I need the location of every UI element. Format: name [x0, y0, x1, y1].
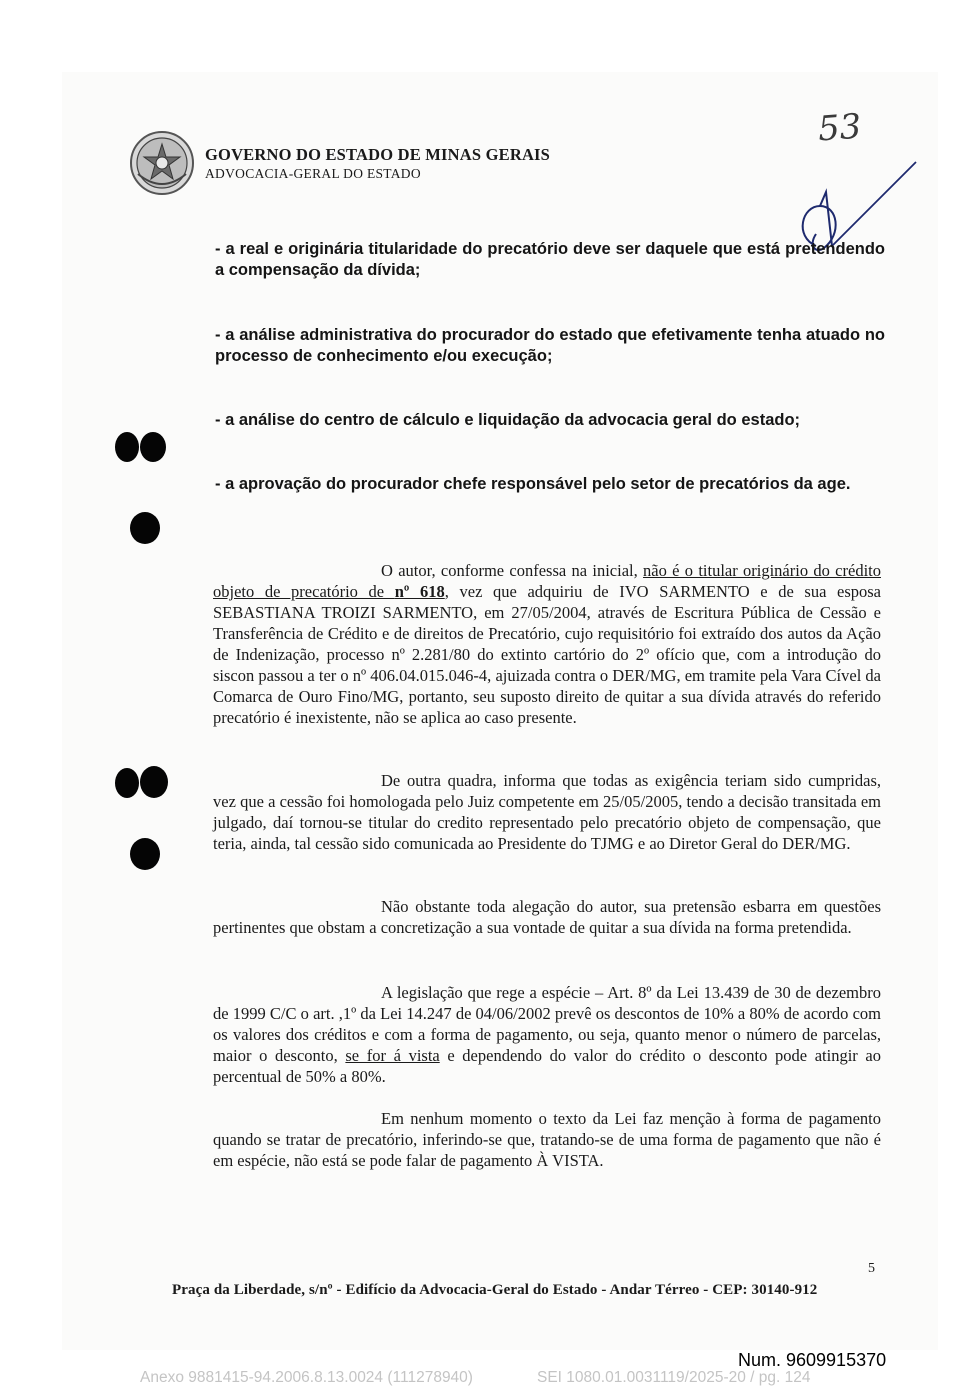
paragraph-author-not-original-holder [213, 560, 881, 728]
binder-hole-mark [115, 768, 139, 798]
header-agency-name: ADVOCACIA-GERAL DO ESTADO [205, 166, 421, 181]
requirement-bullet: - a real e originária titularidade do precatório deve ser daquele que está pretendendo a compensação da dívida; [215, 240, 885, 279]
requirement-bullet: - a análise administrativa do procurador do estado que efetivamente tenha atuado no processo de conhecimento e/ou execução; [215, 326, 885, 365]
paragraph-legislation [213, 982, 881, 1087]
state-coat-of-arms-seal [128, 130, 196, 196]
page-number: 5 [868, 1261, 875, 1276]
handwritten-folio-number: 53 [816, 106, 863, 150]
document-number: Num. 9609915370 [738, 1350, 887, 1370]
paragraph-rest-text: , vez que adquiriu de IVO SARMENTO e de sua esposa SEBASTIANA TROIZI SARMENTO, em 27/05/2004, através de Escritura Pública de Cessão e Transferência de Crédito e de direitos de Precatório, cujo requisitório foi extraído dos autos da Ação de Indenização, processo nº 2.281/80 do extinto cartório do 2º ofício que, com a introdução do siscon passou a ter o nº 406.04.015.046-4, ajuizada contra o DER/MG, em tramite pela Vara Cível da Comarca de Ouro Fino/MG, portanto, seu suposto direito de quitar a sua dívida através do referido precatório é inexistente, não se aplica ao caso presente. [213, 582, 881, 727]
requirement-bullet: - a aprovação do procurador chefe responsável pelo setor de precatórios da age. [215, 475, 851, 493]
paragraph-text-after: e dependendo do valor do crédito o desconto pode atingir ao percentual de 50% a 80%. [213, 1046, 881, 1086]
underlined-phrase: se for á vista [345, 1046, 440, 1065]
precatorio-number: nº 618 [394, 582, 445, 601]
header-government-name: GOVERNO DO ESTADO DE MINAS GERAIS [205, 145, 551, 164]
paragraph-text: Não obstante toda alegação do autor, sua pretensão esbarra em questões pertinentes que obstam a concretização a sua vontade de quitar a sua dívida na forma pretendida. [213, 897, 881, 937]
paragraph-notwithstanding [213, 896, 881, 938]
binder-hole-mark [115, 432, 139, 462]
paragraph-text: Em nenhum momento o texto da Lei faz menção à forma de pagamento quando se tratar de precatório, inferindo-se que, tratando-se de uma forma de pagamento que não é em espécie, não está se pode falar de pagamento À VISTA. [213, 1109, 881, 1170]
binder-hole-mark [130, 512, 160, 544]
binder-hole-mark [140, 432, 166, 462]
paragraph-lead-text: O autor, conforme confessa na inicial, [381, 561, 644, 580]
paragraph-text-before: A legislação que rege a espécie – Art. 8º da Lei 13.439 de 30 de dezembro de 1999 C/C o art. ,1º da Lei 14.247 de 04/06/2002 prevê os descontos de 10% a 80% de acordo com os valores dos créditos e com a forma de pagamento, ou seja, quanto menor o número de parcelas, maior o desconto, [213, 983, 881, 1065]
requirement-bullet: - a análise do centro de cálculo e liquidação da advocacia geral do estado; [215, 411, 801, 429]
binder-hole-mark [140, 766, 168, 798]
footer-address: Praça da Liberdade, s/nº - Edifício da Advocacia-Geral do Estado - Andar Térreo - CEP: 30140-912 [172, 1282, 818, 1298]
sei-stamp: SEI 1080.01.0031119/2025-20 / pg. 124 [537, 1369, 811, 1386]
paragraph-text: De outra quadra, informa que todas as exigência teriam sido cumpridas, vez que a cessão foi homologada pelo Juiz competente em 25/05/2005, tendo a decisão transitada em julgado, daí tornou-se titular do credito representado pelo precatório objeto de compensação, que teria, ainda, tal cessão sido comunicada ao Presidente do TJMG e ao Diretor Geral do DER/MG. [213, 771, 881, 853]
paragraph-law-silence [213, 1108, 881, 1171]
binder-hole-mark [130, 838, 160, 870]
paragraph-requirements-fulfilled [213, 770, 881, 854]
annex-stamp: Anexo 9881415-94.2006.8.13.0024 (111278940) [140, 1369, 473, 1386]
underlined-statement: não é o titular originário do crédito objeto de precatório de [213, 561, 881, 601]
